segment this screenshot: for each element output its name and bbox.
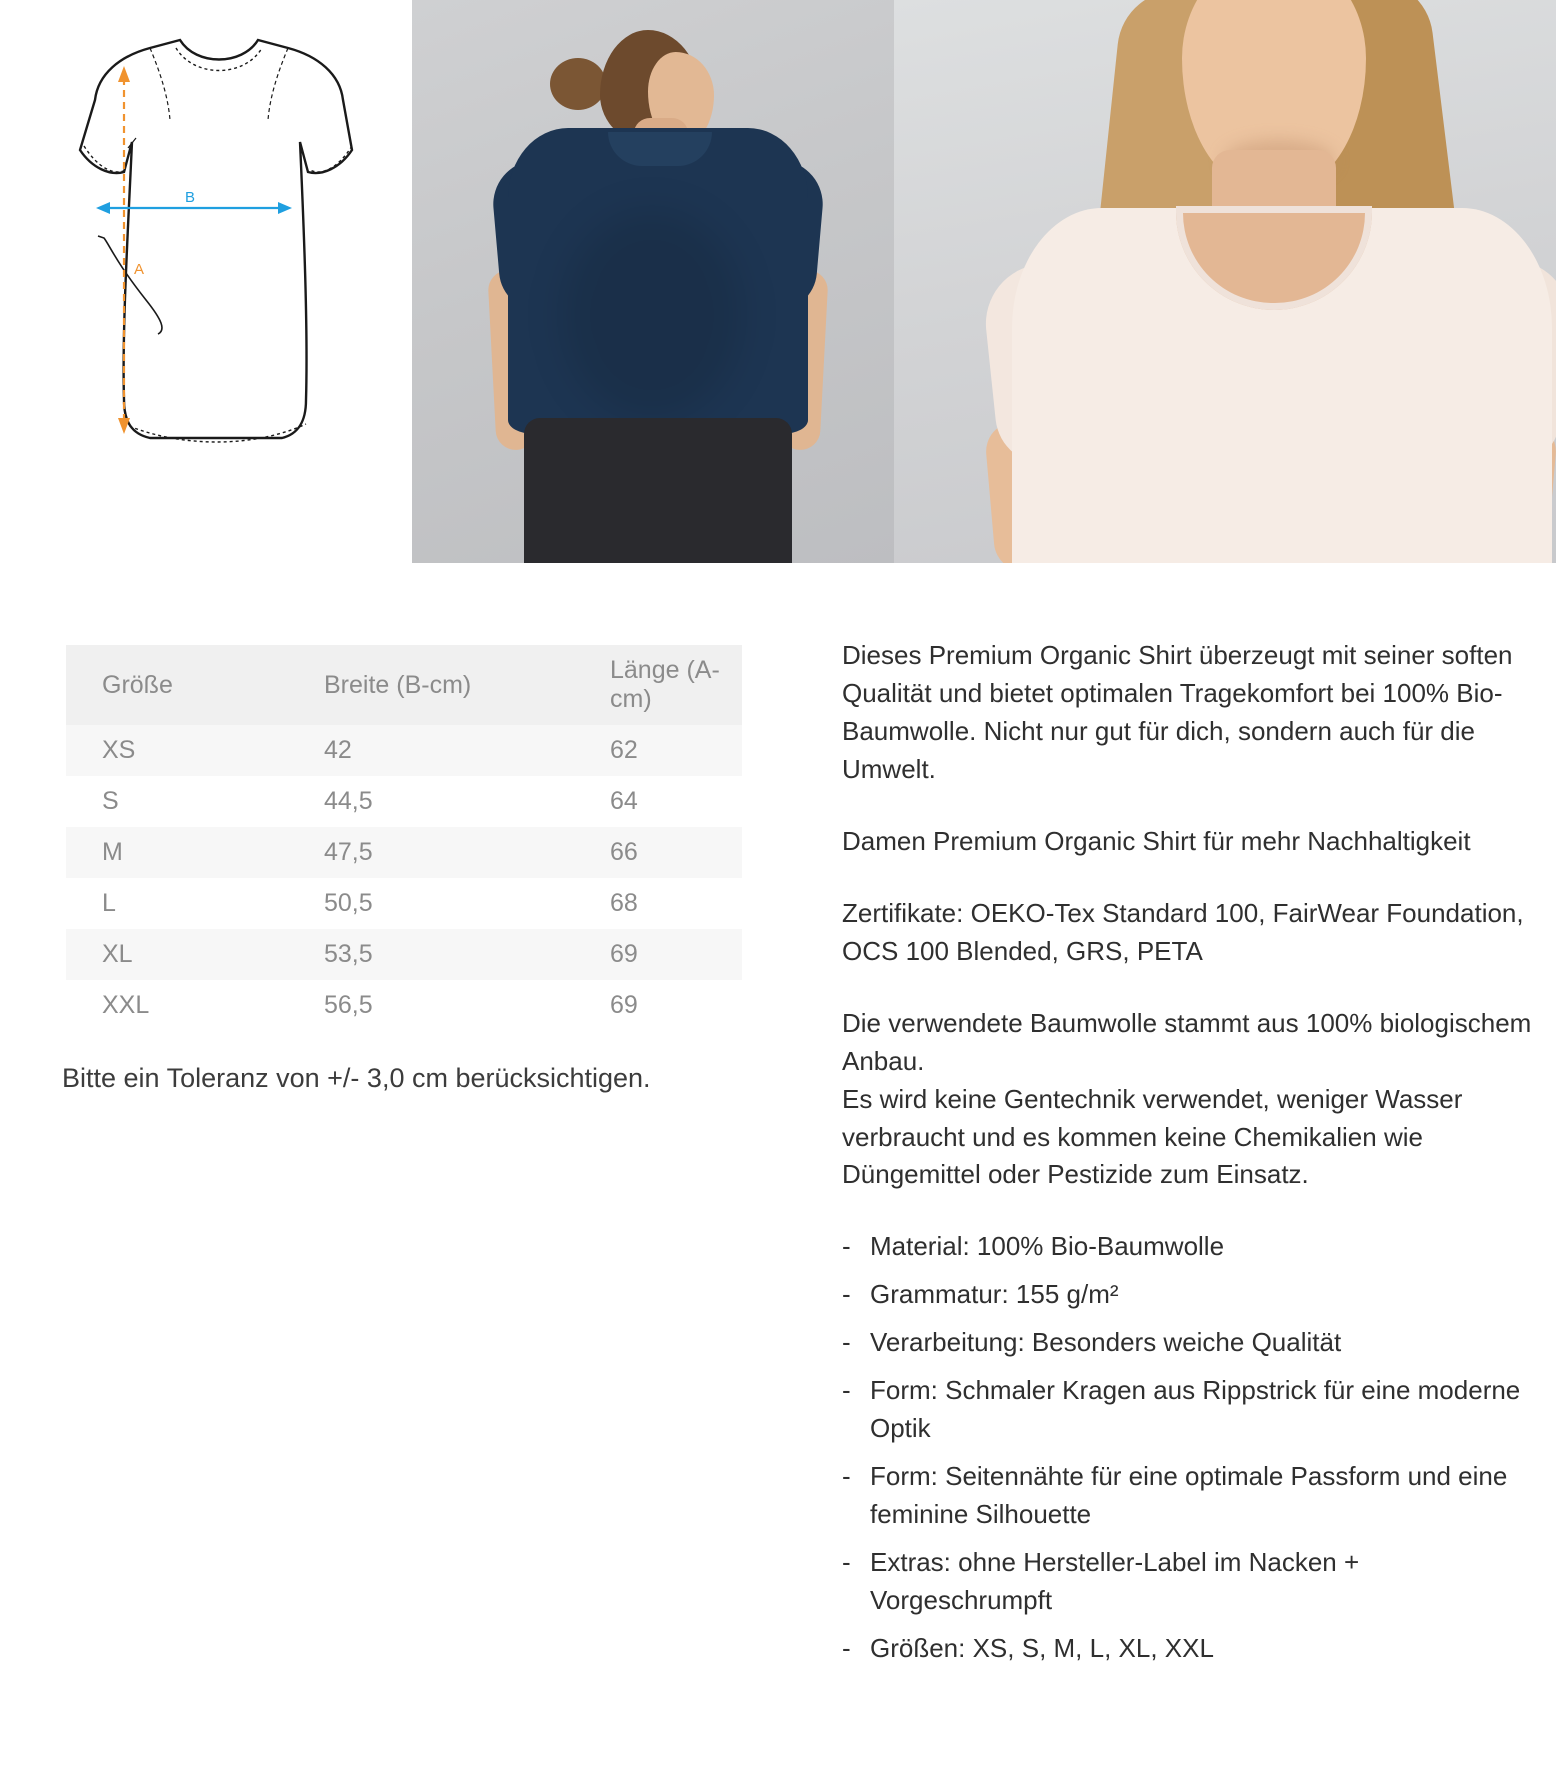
column-header-length: Länge (A-cm) xyxy=(610,656,720,713)
bullet-dash: - xyxy=(842,1375,851,1406)
cell-length: 66 xyxy=(610,838,638,866)
feature-text: Material: 100% Bio-Baumwolle xyxy=(870,1231,1225,1262)
model-hair-bun xyxy=(550,58,606,110)
bullet-dash: - xyxy=(842,1279,851,1310)
technical-drawing-panel xyxy=(0,0,412,563)
size-chart-table xyxy=(66,645,742,1031)
column-header-size: Größe xyxy=(102,670,173,699)
description-paragraph-4: Die verwendete Baumwolle stammt aus 100% biologischem Anbau. xyxy=(842,1007,1532,1076)
technical-drawing-svg xyxy=(0,0,412,563)
cell-size: L xyxy=(102,889,116,917)
cell-width: 56,5 xyxy=(324,991,373,1019)
product-description xyxy=(842,637,1532,1678)
cell-size: XL xyxy=(102,940,133,968)
cell-size: XS xyxy=(102,736,136,764)
measure-label-length: A xyxy=(134,261,145,278)
measure-label-width: B xyxy=(184,189,196,206)
table-row xyxy=(66,929,742,980)
cell-width: 42 xyxy=(324,736,352,764)
cell-length: 69 xyxy=(610,940,638,968)
model-pants xyxy=(524,418,792,563)
cell-width: 53,5 xyxy=(324,940,373,968)
table-header-row xyxy=(66,645,742,725)
table-row xyxy=(66,878,742,929)
list-item xyxy=(842,1324,1532,1362)
feature-text: Extras: ohne Hersteller-Label im Nacken + Vorgeschrumpft xyxy=(870,1547,1360,1616)
feature-text: Größen: XS, S, M, L, XL, XXL xyxy=(870,1633,1214,1664)
description-paragraph-3: Zertifikate: OEKO-Tex Standard 100, FairWear Foundation, OCS 100 Blended, GRS, PETA xyxy=(842,897,1524,966)
cell-length: 69 xyxy=(610,991,638,1019)
product-photo-back-view xyxy=(412,0,894,563)
description-paragraph-5: Es wird keine Gentechnik verwendet, weniger Wasser verbraucht und es kommen keine Chemikalien wie Düngemittel oder Pestizide zum Einsatz. xyxy=(842,1083,1463,1190)
feature-list xyxy=(842,1228,1532,1668)
cell-width: 44,5 xyxy=(324,787,373,815)
feature-text: Grammatur: 155 g/m² xyxy=(870,1279,1119,1310)
cell-width: 50,5 xyxy=(324,889,373,917)
description-paragraph-1: Dieses Premium Organic Shirt überzeugt mit seiner soften Qualität und bietet optimalen Tragekomfort bei 100% Bio-Baumwolle. Nicht nur gut für dich, sondern auch für die Umwelt. xyxy=(842,640,1513,784)
cell-size: M xyxy=(102,838,123,866)
feature-text: Form: Seitennähte für eine optimale Passform und eine feminine Silhouette xyxy=(870,1461,1508,1530)
description-paragraph-2: Damen Premium Organic Shirt für mehr Nachhaltigkeit xyxy=(842,825,1471,856)
cell-size: S xyxy=(102,787,119,815)
bullet-dash: - xyxy=(842,1231,851,1262)
bullet-dash: - xyxy=(842,1547,851,1578)
table-row xyxy=(66,827,742,878)
shirt-shading xyxy=(562,210,742,420)
bullet-dash: - xyxy=(842,1327,851,1358)
list-item xyxy=(842,1544,1532,1620)
bullet-dash: - xyxy=(842,1461,851,1492)
size-chart-head xyxy=(66,645,742,725)
list-item xyxy=(842,1458,1532,1534)
cell-length: 68 xyxy=(610,889,638,917)
cell-width: 47,5 xyxy=(324,838,373,866)
cell-length: 64 xyxy=(610,787,638,815)
product-image-row xyxy=(0,0,1556,563)
table-row xyxy=(66,725,742,776)
list-item xyxy=(842,1372,1532,1448)
size-chart-body xyxy=(66,725,742,1031)
cell-length: 62 xyxy=(610,736,638,764)
column-header-width: Breite (B-cm) xyxy=(324,670,472,699)
list-item xyxy=(842,1228,1532,1266)
table-row xyxy=(66,980,742,1031)
feature-text: Form: Schmaler Kragen aus Rippstrick für eine moderne Optik xyxy=(870,1375,1521,1444)
tolerance-note: Bitte ein Toleranz von +/- 3,0 cm berücksichtigen. xyxy=(62,1063,651,1093)
bullet-dash: - xyxy=(842,1633,851,1664)
table-row xyxy=(66,776,742,827)
cell-size: XXL xyxy=(102,991,150,1019)
list-item xyxy=(842,1276,1532,1314)
feature-text: Verarbeitung: Besonders weiche Qualität xyxy=(870,1327,1342,1358)
product-photo-front-view xyxy=(894,0,1556,563)
list-item xyxy=(842,1630,1532,1668)
